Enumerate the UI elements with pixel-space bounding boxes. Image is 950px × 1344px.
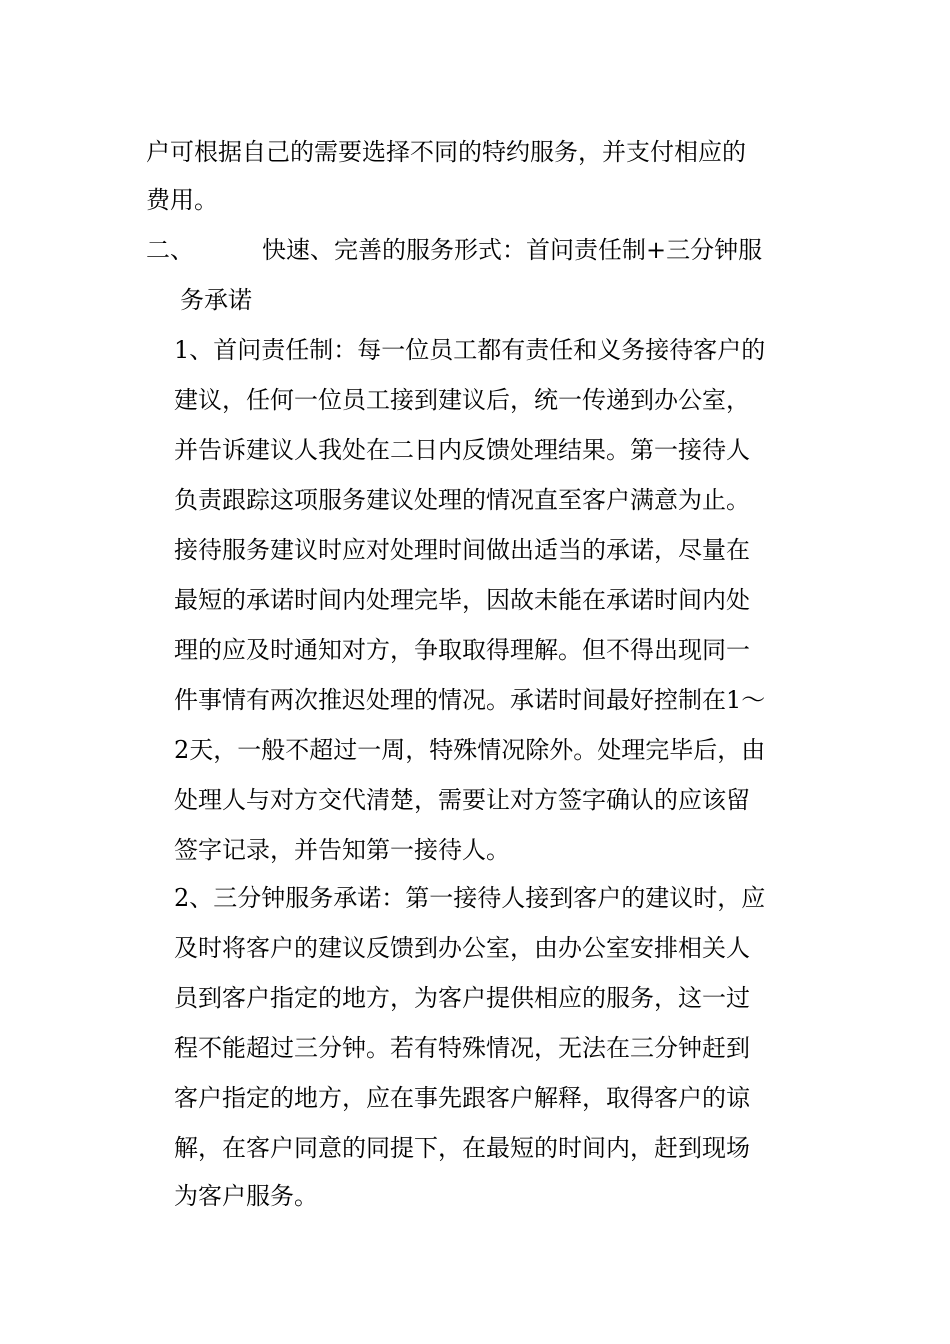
item2-line-5: 客户指定的地方，应在事先跟客户解释，取得客户的谅	[174, 1084, 750, 1112]
item1-line-4: 负责跟踪这项服务建议处理的情况直至客户满意为止。	[174, 486, 750, 514]
section-title-line-2: 务承诺	[180, 286, 252, 314]
item2-line-3: 员到客户指定的地方，为客户提供相应的服务，这一过	[174, 984, 750, 1012]
item2-line-1: 2、三分钟服务承诺：第一接待人接到客户的建议时，应	[174, 884, 766, 912]
section-title-line-1: 快速、完善的服务形式：首问责任制+三分钟服	[262, 236, 763, 264]
item1-line-5: 接待服务建议时应对处理时间做出适当的承诺，尽量在	[174, 536, 750, 564]
item2-line-6: 解，在客户同意的同提下，在最短的时间内，赶到现场	[174, 1134, 750, 1162]
item1-line-1: 1、首问责任制：每一位员工都有责任和义务接待客户的	[174, 336, 766, 364]
intro-line-2: 费用。	[146, 186, 218, 214]
item1-line-10: 处理人与对方交代清楚，需要让对方签字确认的应该留	[174, 786, 750, 814]
intro-line-1: 户可根据自己的需要选择不同的特约服务，并支付相应的	[146, 138, 746, 166]
item2-line-4: 程不能超过三分钟。若有特殊情况，无法在三分钟赶到	[174, 1034, 750, 1062]
item2-line-2: 及时将客户的建议反馈到办公室，由办公室安排相关人	[174, 934, 750, 962]
item1-line-2: 建议，任何一位员工接到建议后，统一传递到办公室，	[174, 386, 750, 414]
item1-line-8: 件事情有两次推迟处理的情况。承诺时间最好控制在1～	[174, 686, 766, 714]
section-number: 二、	[146, 236, 194, 264]
item1-line-11: 签字记录，并告知第一接待人。	[174, 836, 510, 864]
item1-line-7: 理的应及时通知对方，争取取得理解。但不得出现同一	[174, 636, 750, 664]
item1-line-9: 2天，一般不超过一周，特殊情况除外。处理完毕后，由	[174, 736, 766, 764]
item2-line-7: 为客户服务。	[174, 1182, 318, 1210]
item1-line-3: 并告诉建议人我处在二日内反馈处理结果。第一接待人	[174, 436, 750, 464]
item1-line-6: 最短的承诺时间内处理完毕，因故未能在承诺时间内处	[174, 586, 750, 614]
